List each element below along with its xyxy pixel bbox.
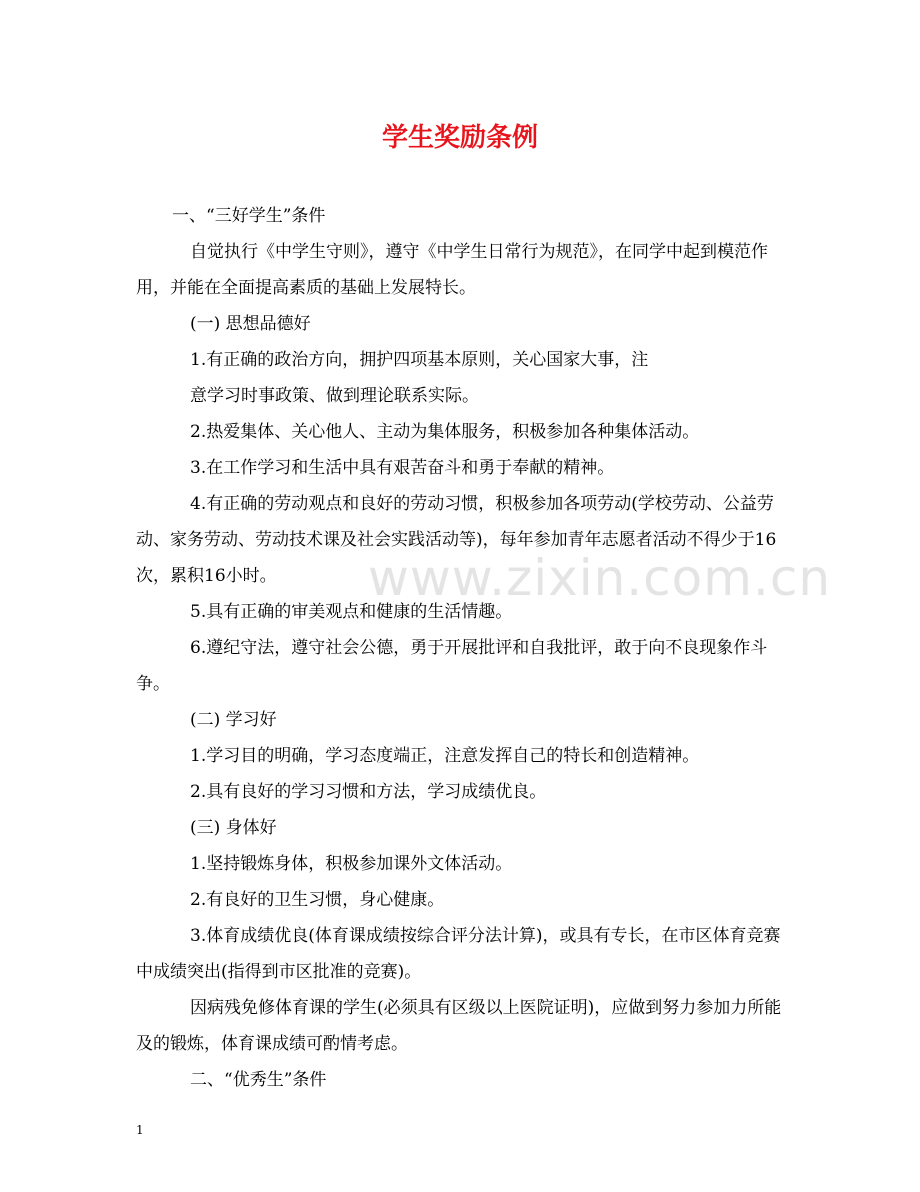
paragraph: 1.学习目的明确，学习态度端正，注意发挥自己的特长和创造精神。 <box>190 746 700 766</box>
document-title: 学生奖励条例 <box>381 123 538 153</box>
paragraph: 因病残免修体育课的学生(必须具有区级以上医院证明)，应做到努力参加力所能及的锻炼，体育课成绩可酌情考虑。 <box>136 998 782 1054</box>
paragraph: 1.有正确的政治方向，拥护四项基本原则，关心国家大事，注 <box>190 350 649 370</box>
document-body <box>136 198 786 1098</box>
paragraph: 一、“三好学生”条件 <box>172 206 326 226</box>
paragraph: 2.有良好的卫生习惯，身心健康。 <box>190 890 445 910</box>
paragraph: 4.有正确的劳动观点和良好的劳动习惯，积极参加各项劳动(学校劳动、公益劳动、家务劳动、劳动技术课及社会实践活动等)，每年参加青年志愿者活动不得少于16次，累积16小时。 <box>136 494 777 586</box>
paragraph: 1.坚持锻炼身体，积极参加课外文体活动。 <box>190 854 513 874</box>
paragraph: 3.体育成绩优良(体育课成绩按综合评分法计算)，或具有专长，在市区体育竞赛中成绩突出(指得到市区批准的竞赛)。 <box>136 926 781 982</box>
watermark: www.zixin.com.cn <box>368 549 832 607</box>
paragraph: 2.热爱集体、关心他人、主动为集体服务，积极参加各种集体活动。 <box>190 422 700 442</box>
page-number: 1 <box>136 1123 144 1137</box>
paragraph: (一) 思想品德好 <box>190 314 311 334</box>
paragraph: 自觉执行《中学生守则》，遵守《中学生日常行为规范》，在同学中起到模范作用，并能在全面提高素质的基础上发展特长。 <box>136 242 768 298</box>
paragraph: (二) 学习好 <box>190 710 277 730</box>
paragraph: 6.遵纪守法，遵守社会公德，勇于开展批评和自我批评，敢于向不良现象作斗争。 <box>136 638 768 694</box>
paragraph: 二、“优秀生”条件 <box>190 1070 327 1090</box>
paragraph: 5.具有正确的审美观点和健康的生活情趣。 <box>190 602 513 622</box>
paragraph: 意学习时事政策、做到理论联系实际。 <box>190 386 479 406</box>
paragraph: (三) 身体好 <box>190 818 277 838</box>
paragraph: 3.在工作学习和生活中具有艰苦奋斗和勇于奉献的精神。 <box>190 458 615 478</box>
paragraph: 2.具有良好的学习习惯和方法，学习成绩优良。 <box>190 782 547 802</box>
